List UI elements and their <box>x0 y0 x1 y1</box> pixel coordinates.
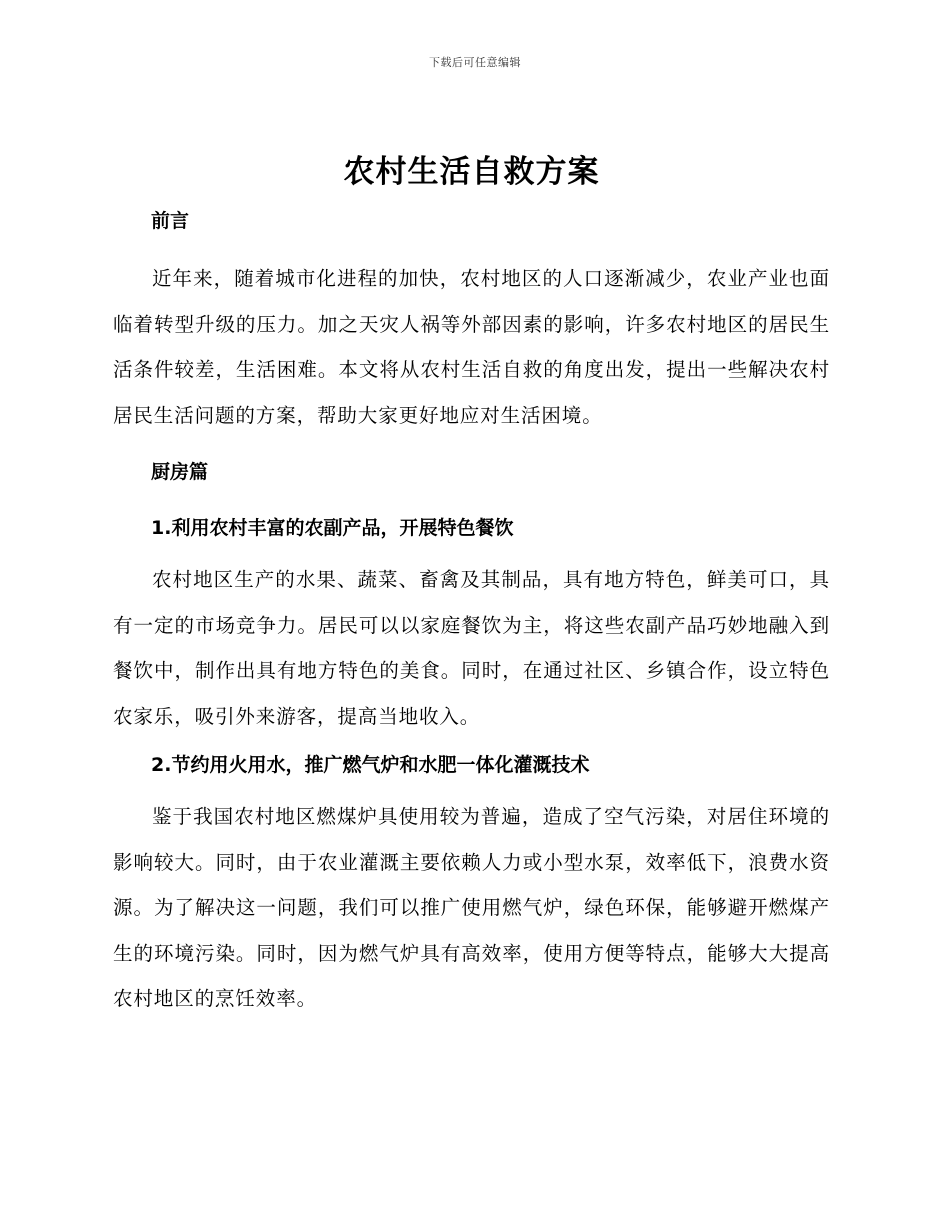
page-header-note: 下载后可任意编辑 <box>429 56 521 69</box>
preface-heading: 前言 <box>151 210 190 232</box>
section1-heading: 1.利用农村丰富的农副产品，开展特色餐饮 <box>151 517 514 539</box>
kitchen-heading: 厨房篇 <box>151 461 209 483</box>
section2-paragraph: 鉴于我国农村地区燃煤炉具使用较为普遍，造成了空气污染，对居住环境的影响较大。同时，由于农业灌溉主要依赖人力或小型水泵，效率低下，浪费水资源。为了解决这一问题，我们可以推广使用燃气炉，绿色环保，能够避开燃煤产生的环境污染。同时，因为燃气炉具有高效率，使用方便等特点，能够大大提高农村地区的烹饪效率。 <box>113 805 830 1010</box>
section1-paragraph: 农村地区生产的水果、蔬菜、畜禽及其制品，具有地方特色，鲜美可口，具有一定的市场竞争力。居民可以以家庭餐饮为主，将这些农副产品巧妙地融入到餐饮中，制作出具有地方特色的美食。同时，在通过社区、乡镇合作，设立特色农家乐，吸引外来游客，提高当地收入。 <box>113 568 830 728</box>
section2-heading: 2.节约用火用水，推广燃气炉和水肥一体化灌溉技术 <box>151 754 590 776</box>
preface-paragraph: 近年来，随着城市化进程的加快，农村地区的人口逐渐减少，农业产业也面临着转型升级的压力。加之天灾人祸等外部因素的影响，许多农村地区的居民生活条件较差，生活困难。本文将从农村生活自救的角度出发，提出一些解决农村居民生活问题的方案，帮助大家更好地应对生活困境。 <box>113 267 830 427</box>
document-body <box>113 148 830 1022</box>
document-title: 农村生活自救方案 <box>343 154 600 190</box>
